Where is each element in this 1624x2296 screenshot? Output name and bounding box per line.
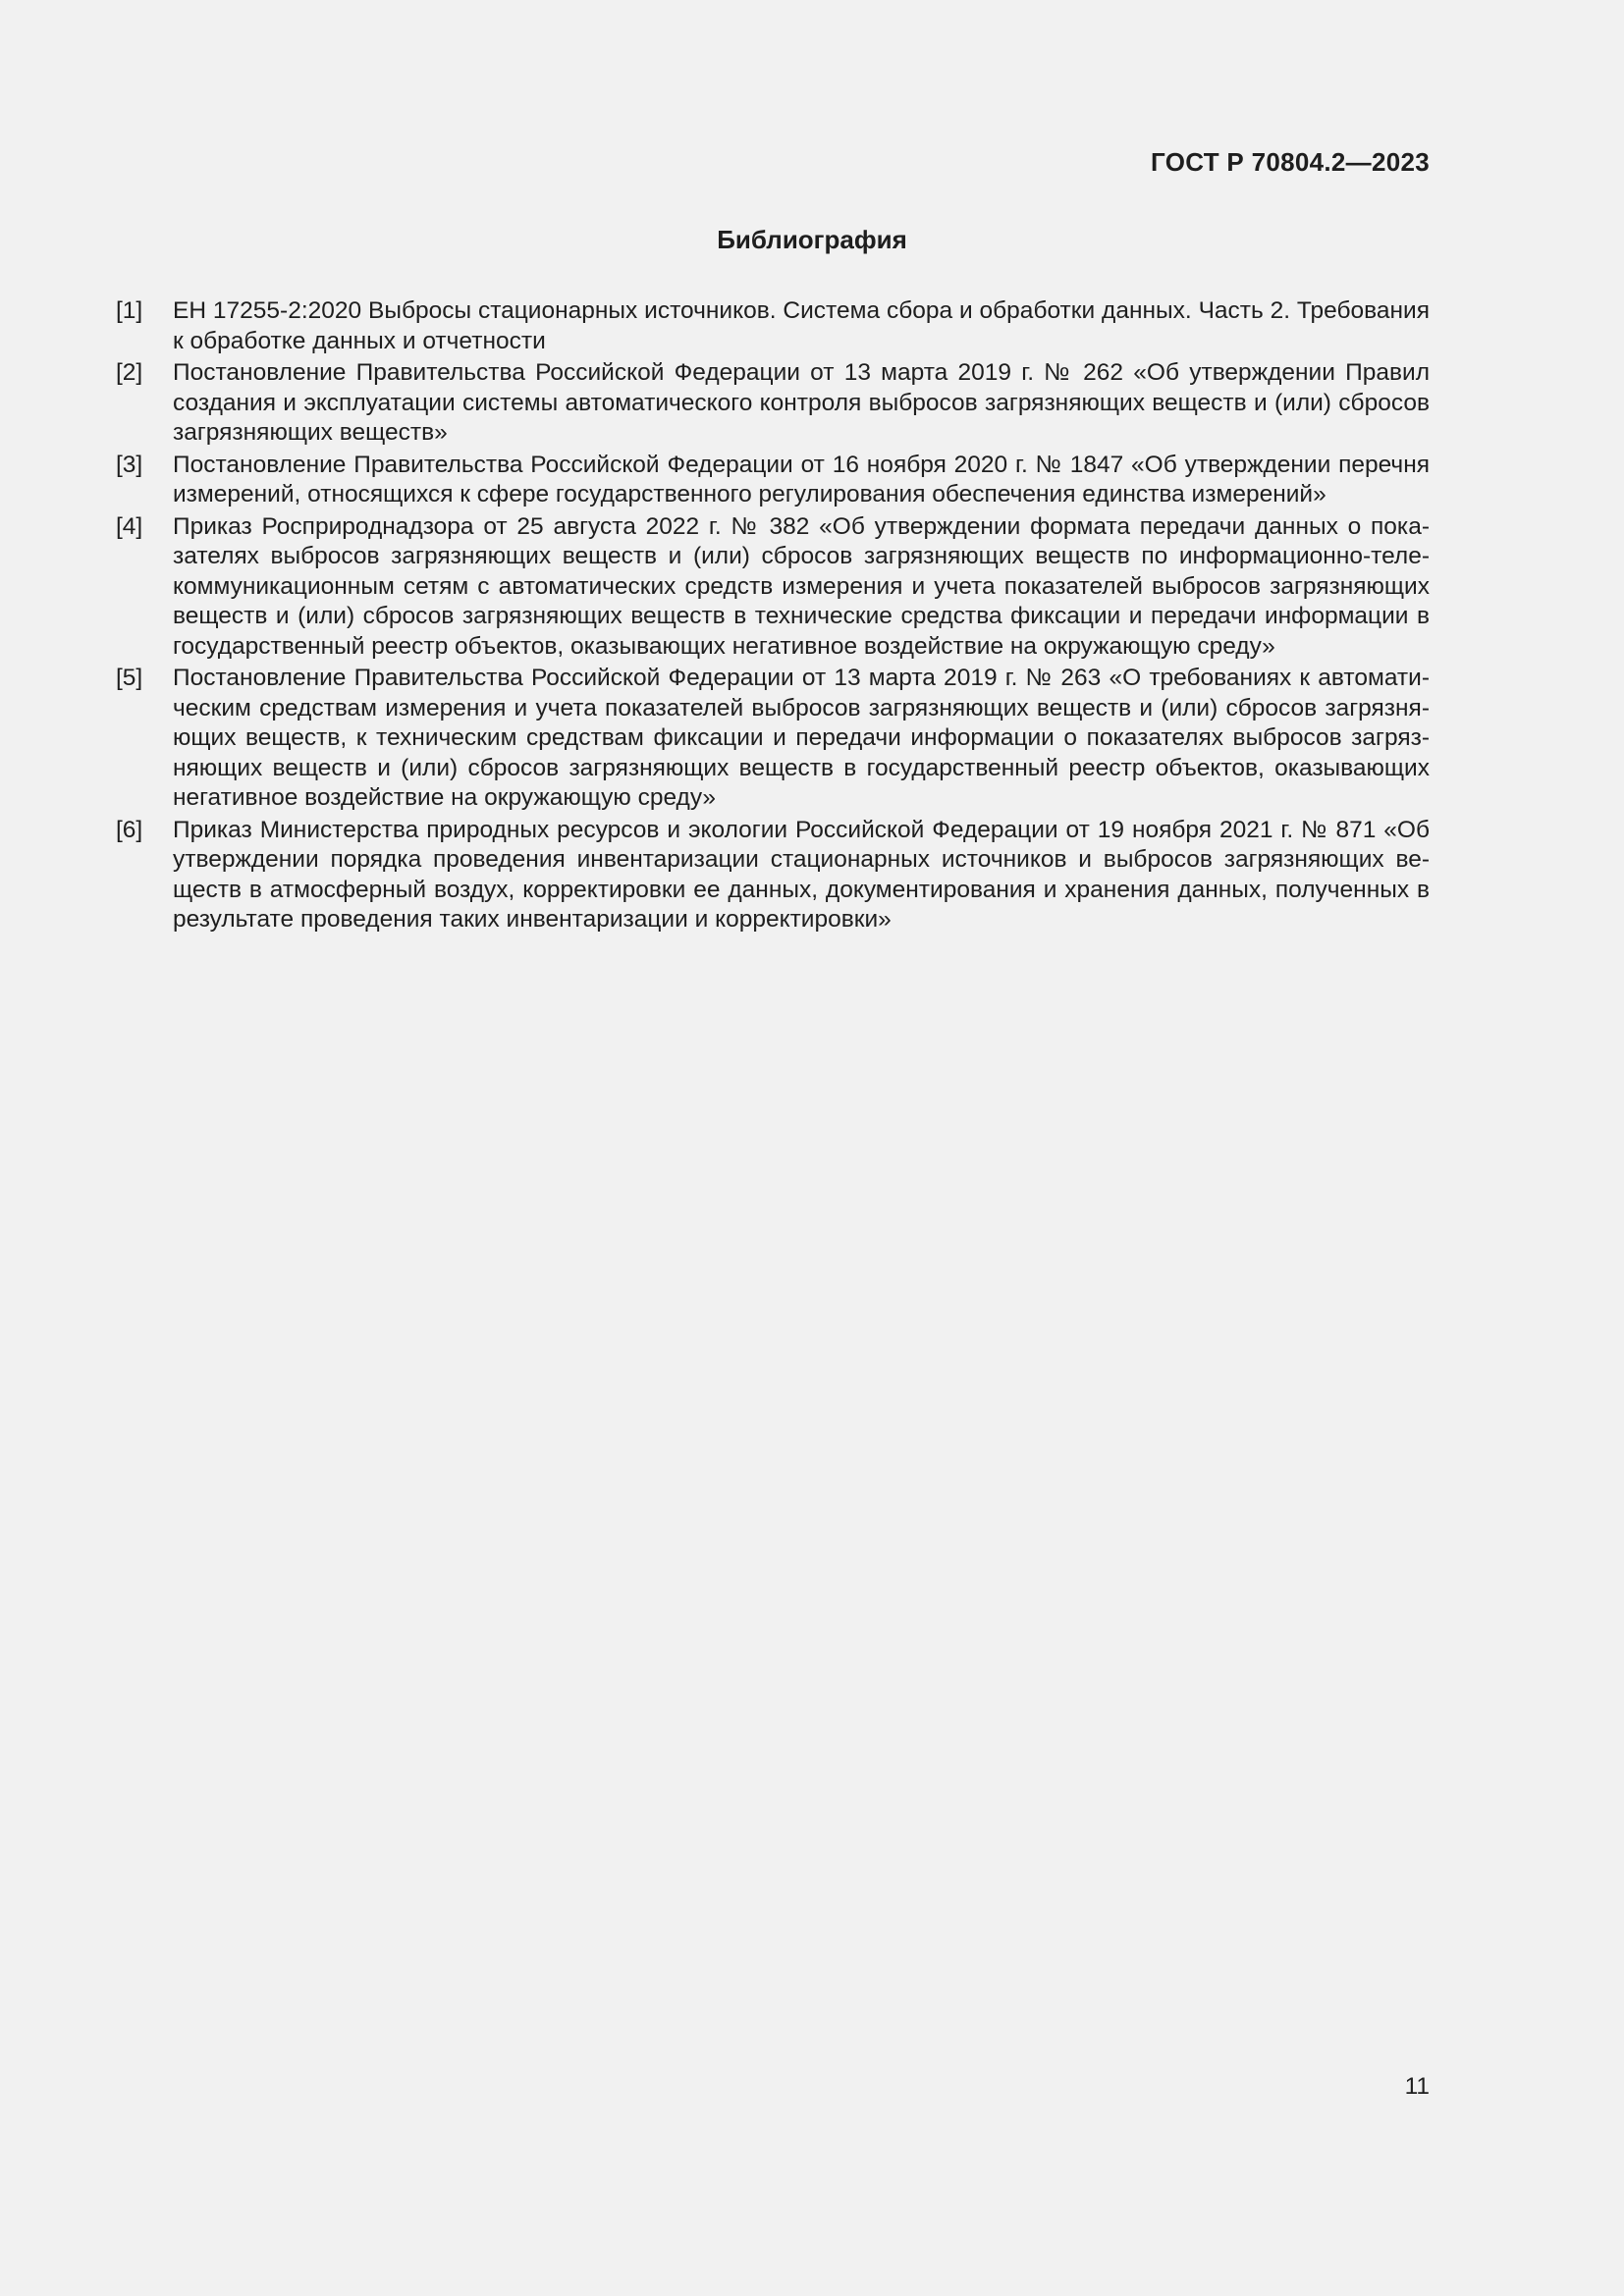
entry-number: [6] (116, 816, 143, 843)
bibliography-entry (116, 451, 1430, 510)
entry-text: Приказ Министерства природных ресурсов и экологии Российской Федерации от 19 ноября 2021 г. № 871 «Об утверждении порядка проведения инвентаризации стационарных источников и выбросов загрязняющих веществ в атмосферный воздух, корректировки ее данных, документирования и хранения данных, полученных в результате проведения таких инвентаризации и корректировки» (173, 816, 1430, 933)
entry-text: Постановление Правительства Российской Федерации от 13 марта 2019 г. № 262 «Об утверждении Правил создания и эксплуатации системы автоматического контроля выбросов загрязняющих веществ и (или) сбросов загрязняющих веществ» (173, 359, 1430, 446)
entry-number: [3] (116, 451, 143, 478)
entry-text: Постановление Правительства Российской Федерации от 16 ноября 2020 г. № 1847 «Об утверждении перечня измерений, относящихся к сфере государственного регулирования обеспечения единства измерений» (173, 451, 1430, 507)
entry-text: Приказ Росприроднадзора от 25 августа 2022 г. № 382 «Об утверждении формата передачи данных о показателях выбросов загрязняющих веществ и (или) сбросов загрязняющих веществ по информационно-телекоммуникационным сетям с автоматических средств измерения и учета показателей выбросов загрязняющих веществ и (или) сбросов загрязняющих веществ в технические средства фиксации и передачи информации в государственный реестр объектов, оказывающих негативное воздействие на окружающую среду» (173, 512, 1430, 660)
document-code: ГОСТ Р 70804.2—2023 (1151, 147, 1430, 177)
page-number: 11 (1404, 2073, 1430, 2100)
bibliography-entry (116, 816, 1430, 935)
entry-text: ЕН 17255-2:2020 Выбросы стационарных источников. Система сбора и обработки данных. Часть 2. Требования к обработке данных и отчетности (173, 297, 1430, 354)
bibliography-entry (116, 358, 1430, 449)
bibliography-list (116, 296, 1430, 937)
bibliography-entry (116, 512, 1430, 663)
bibliography-entry (116, 664, 1430, 814)
entry-number: [5] (116, 665, 143, 691)
bibliography-entry (116, 296, 1430, 356)
entry-number: [4] (116, 512, 143, 540)
entry-text: Постановление Правительства Российской Федерации от 13 марта 2019 г. № 263 «О требованиях к автоматическим средствам измерения и учета показателей выбросов загрязняющих веществ и (или) сбросов загрязняющих веществ, к техническим средствам фиксации и передачи информации о показателях выбросов загрязняющих веществ и (или) сбросов загрязняющих веществ в государственный реестр объектов, оказывающих негативное воздействие на окружающую среду» (173, 665, 1430, 811)
entry-number: [1] (116, 297, 143, 324)
bibliography-title: Библиография (717, 225, 907, 254)
entry-number: [2] (116, 359, 143, 386)
